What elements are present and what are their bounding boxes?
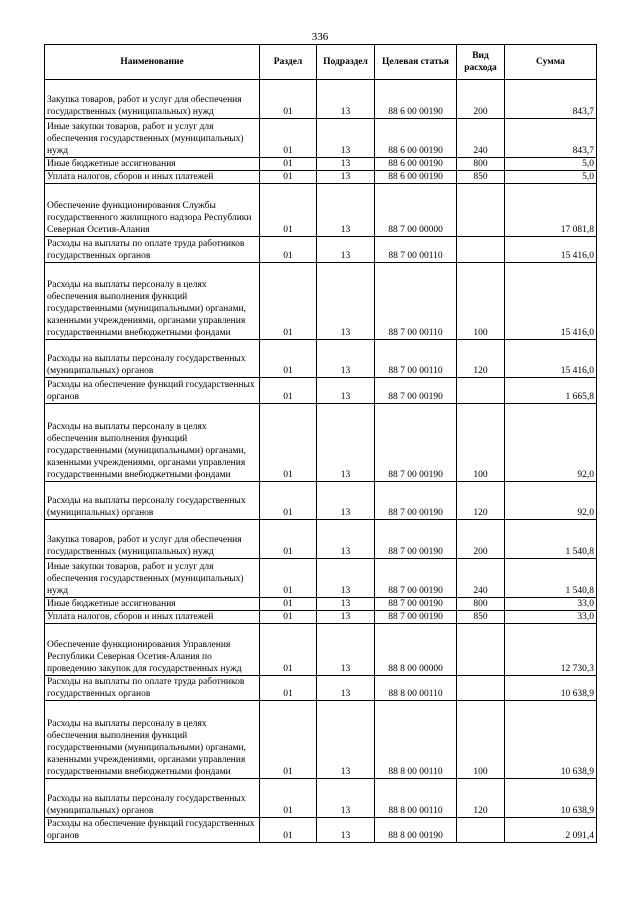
row-subsection: 13 xyxy=(317,378,375,404)
row-subsection: 13 xyxy=(317,184,375,237)
row-target: 88 8 00 00110 xyxy=(375,701,457,779)
row-name: Расходы на выплаты персоналу государственных (муниципальных) органов xyxy=(45,779,260,818)
row-section: 01 xyxy=(260,520,317,559)
row-type: 240 xyxy=(457,119,505,158)
table-row xyxy=(45,237,597,263)
header-sum: Сумма xyxy=(505,45,597,80)
row-sum: 10 638,9 xyxy=(505,779,597,818)
header-target: Целевая статья xyxy=(375,45,457,80)
row-subsection: 13 xyxy=(317,611,375,624)
row-name: Расходы на обеспечение функций государственных органов xyxy=(45,818,260,843)
row-type xyxy=(457,818,505,843)
row-section: 01 xyxy=(260,611,317,624)
row-target: 88 6 00 00190 xyxy=(375,171,457,184)
row-name: Расходы на выплаты персоналу в целях обеспечения выполнения функций государственными (муниципальными) органами, казенными учреждениями, органами управления государственными внебюджетными фондами xyxy=(45,701,260,779)
row-name: Уплата налогов, сборов и иных платежей xyxy=(45,171,260,184)
row-target: 88 6 00 00190 xyxy=(375,119,457,158)
row-name: Закупка товаров, работ и услуг для обеспечения государственных (муниципальных) нужд xyxy=(45,520,260,559)
row-subsection: 13 xyxy=(317,404,375,482)
row-sum: 15 416,0 xyxy=(505,237,597,263)
row-sum: 843,7 xyxy=(505,119,597,158)
row-sum: 843,7 xyxy=(505,80,597,119)
row-type xyxy=(457,237,505,263)
row-type: 850 xyxy=(457,171,505,184)
row-type: 100 xyxy=(457,404,505,482)
row-type: 120 xyxy=(457,482,505,520)
table-row xyxy=(45,598,597,611)
row-section: 01 xyxy=(260,184,317,237)
row-section: 01 xyxy=(260,482,317,520)
row-target: 88 7 00 00000 xyxy=(375,184,457,237)
header-subsection: Подраздел xyxy=(317,45,375,80)
page-number: 336 xyxy=(311,31,329,43)
row-section: 01 xyxy=(260,701,317,779)
row-sum: 2 091,4 xyxy=(505,818,597,843)
row-name: Расходы на выплаты персоналу государственных (муниципальных) органов xyxy=(45,340,260,378)
row-target: 88 6 00 00190 xyxy=(375,80,457,119)
row-name: Расходы на обеспечение функций государственных органов xyxy=(45,378,260,404)
row-section: 01 xyxy=(260,378,317,404)
row-name: Уплата налогов, сборов и иных платежей xyxy=(45,611,260,624)
row-target: 88 7 00 00190 xyxy=(375,378,457,404)
row-name: Расходы на выплаты по оплате труда работников государственных органов xyxy=(45,237,260,263)
row-subsection: 13 xyxy=(317,779,375,818)
row-subsection: 13 xyxy=(317,676,375,701)
row-type: 200 xyxy=(457,80,505,119)
row-target: 88 8 00 00000 xyxy=(375,624,457,676)
row-name: Расходы на выплаты персоналу в целях обеспечения выполнения функций государственными (муниципальными) органами, казенными учреждениями, органами управления государственными внебюджетными фондами xyxy=(45,263,260,340)
row-subsection: 13 xyxy=(317,171,375,184)
row-name: Обеспечение функционирования Управления Республики Северная Осетия-Алания по проведению закупок для государственных нужд xyxy=(45,624,260,676)
table-row xyxy=(45,779,597,818)
row-target: 88 8 00 00110 xyxy=(375,676,457,701)
row-subsection: 13 xyxy=(317,482,375,520)
row-sum: 5,0 xyxy=(505,171,597,184)
row-subsection: 13 xyxy=(317,701,375,779)
table-row xyxy=(45,559,597,598)
row-type: 800 xyxy=(457,598,505,611)
row-subsection: 13 xyxy=(317,340,375,378)
row-type xyxy=(457,676,505,701)
header-name: Наименование xyxy=(45,45,260,80)
table-row xyxy=(45,184,597,237)
row-subsection: 13 xyxy=(317,80,375,119)
table-row xyxy=(45,80,597,119)
row-type: 120 xyxy=(457,340,505,378)
row-name: Расходы на выплаты персоналу государственных (муниципальных) органов xyxy=(45,482,260,520)
row-sum: 10 638,9 xyxy=(505,676,597,701)
row-sum: 12 730,3 xyxy=(505,624,597,676)
row-target: 88 7 00 00190 xyxy=(375,404,457,482)
row-target: 88 7 00 00190 xyxy=(375,520,457,559)
row-target: 88 7 00 00190 xyxy=(375,598,457,611)
row-sum: 15 416,0 xyxy=(505,263,597,340)
row-section: 01 xyxy=(260,598,317,611)
row-sum: 1 540,8 xyxy=(505,559,597,598)
row-target: 88 7 00 00110 xyxy=(375,263,457,340)
row-subsection: 13 xyxy=(317,158,375,171)
row-section: 01 xyxy=(260,340,317,378)
row-subsection: 13 xyxy=(317,237,375,263)
table-row xyxy=(45,158,597,171)
header-section: Раздел xyxy=(260,45,317,80)
row-target: 88 7 00 00190 xyxy=(375,482,457,520)
row-target: 88 8 00 00110 xyxy=(375,779,457,818)
row-name: Расходы на выплаты по оплате труда работников государственных органов xyxy=(45,676,260,701)
row-section: 01 xyxy=(260,158,317,171)
table-row xyxy=(45,611,597,624)
row-target: 88 8 00 00190 xyxy=(375,818,457,843)
row-section: 01 xyxy=(260,119,317,158)
row-section: 01 xyxy=(260,676,317,701)
row-sum: 10 638,9 xyxy=(505,701,597,779)
row-sum: 1 540,8 xyxy=(505,520,597,559)
table-body xyxy=(45,80,597,843)
row-sum: 33,0 xyxy=(505,598,597,611)
table-row xyxy=(45,520,597,559)
row-subsection: 13 xyxy=(317,818,375,843)
row-name: Иные бюджетные ассигнования xyxy=(45,158,260,171)
row-section: 01 xyxy=(260,779,317,818)
row-section: 01 xyxy=(260,624,317,676)
row-target: 88 7 00 00190 xyxy=(375,559,457,598)
row-name: Обеспечение функционирования Службы государственного жилищного надзора Республики Северная Осетия-Алания xyxy=(45,184,260,237)
row-section: 01 xyxy=(260,404,317,482)
row-name: Иные бюджетные ассигнования xyxy=(45,598,260,611)
table-row xyxy=(45,482,597,520)
row-section: 01 xyxy=(260,818,317,843)
header-type: Вид расхода xyxy=(457,45,505,80)
row-section: 01 xyxy=(260,171,317,184)
row-type: 120 xyxy=(457,779,505,818)
table-row xyxy=(45,340,597,378)
row-name: Закупка товаров, работ и услуг для обеспечения государственных (муниципальных) нужд xyxy=(45,80,260,119)
table-row xyxy=(45,378,597,404)
row-type xyxy=(457,378,505,404)
row-name: Расходы на выплаты персоналу в целях обеспечения выполнения функций государственными (муниципальными) органами, казенными учреждениями, органами управления государственными внебюджетными фондами xyxy=(45,404,260,482)
row-subsection: 13 xyxy=(317,119,375,158)
row-sum: 92,0 xyxy=(505,482,597,520)
row-section: 01 xyxy=(260,559,317,598)
row-subsection: 13 xyxy=(317,263,375,340)
row-sum: 1 665,8 xyxy=(505,378,597,404)
row-type xyxy=(457,624,505,676)
row-subsection: 13 xyxy=(317,559,375,598)
row-name: Иные закупки товаров, работ и услуг для обеспечения государственных (муниципальных) нужд xyxy=(45,559,260,598)
row-target: 88 7 00 00110 xyxy=(375,237,457,263)
row-target: 88 7 00 00190 xyxy=(375,611,457,624)
row-section: 01 xyxy=(260,237,317,263)
table-row xyxy=(45,624,597,676)
budget-table xyxy=(44,44,597,843)
row-section: 01 xyxy=(260,80,317,119)
table-row xyxy=(45,701,597,779)
row-type: 850 xyxy=(457,611,505,624)
row-type: 200 xyxy=(457,520,505,559)
row-subsection: 13 xyxy=(317,520,375,559)
table-row xyxy=(45,119,597,158)
table-row xyxy=(45,263,597,340)
row-subsection: 13 xyxy=(317,624,375,676)
table-row xyxy=(45,676,597,701)
row-type: 240 xyxy=(457,559,505,598)
row-type xyxy=(457,184,505,237)
row-type: 800 xyxy=(457,158,505,171)
table-row xyxy=(45,171,597,184)
row-type: 100 xyxy=(457,701,505,779)
row-sum: 15 416,0 xyxy=(505,340,597,378)
row-type: 100 xyxy=(457,263,505,340)
row-sum: 92,0 xyxy=(505,404,597,482)
row-target: 88 7 00 00110 xyxy=(375,340,457,378)
table-header-row xyxy=(45,45,597,80)
row-sum: 33,0 xyxy=(505,611,597,624)
table-row xyxy=(45,818,597,843)
table-row xyxy=(45,404,597,482)
row-sum: 17 081,8 xyxy=(505,184,597,237)
row-name: Иные закупки товаров, работ и услуг для обеспечения государственных (муниципальных) нужд xyxy=(45,119,260,158)
row-subsection: 13 xyxy=(317,598,375,611)
row-sum: 5,0 xyxy=(505,158,597,171)
row-target: 88 6 00 00190 xyxy=(375,158,457,171)
row-section: 01 xyxy=(260,263,317,340)
